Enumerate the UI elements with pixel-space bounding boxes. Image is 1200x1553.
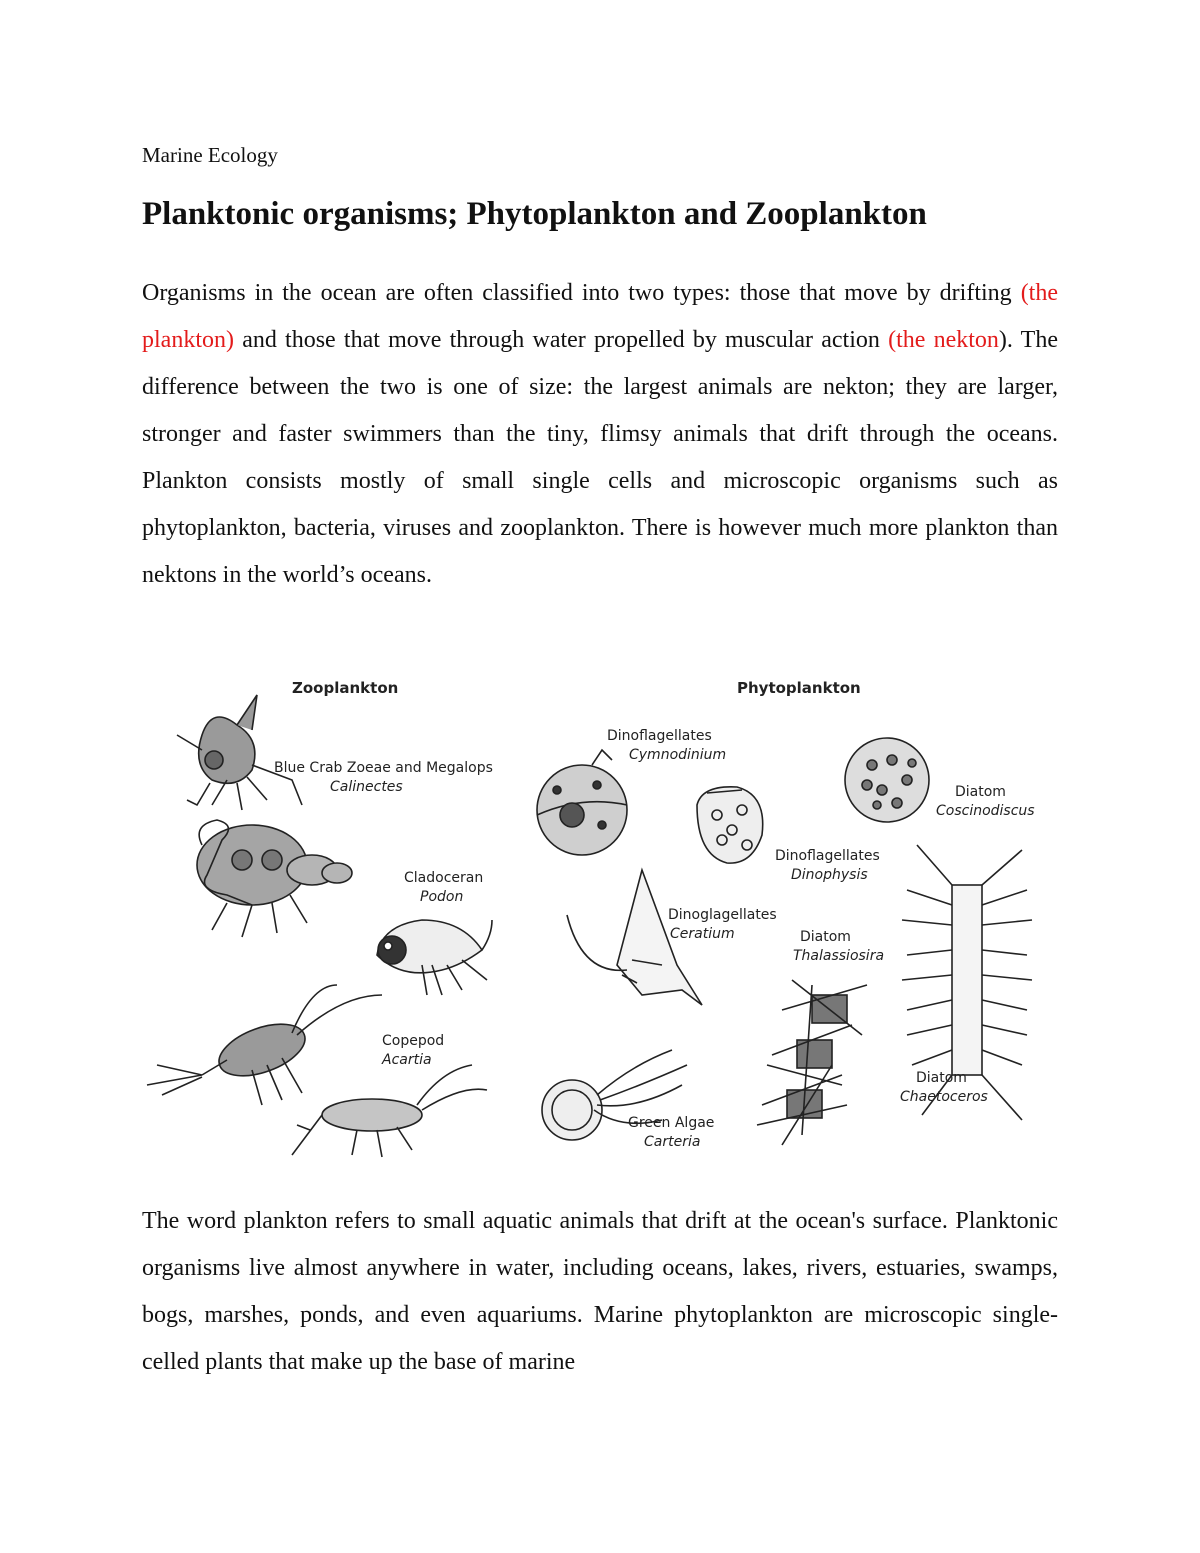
plankton-highlight: (the plankton) — [142, 280, 1058, 353]
plankton-figure — [142, 665, 1062, 1175]
nekton-highlight: (the nekton — [888, 327, 999, 353]
label-diatom-chaetoceros: Diatom Chaetoceros — [900, 1070, 988, 1105]
plankton-definition-paragraph: The word plankton refers to small aquatic animals that drift at the ocean's surface. Planktonic organisms live almost anywhere in water, including oceans, lakes, rivers, estuaries, swamps, bogs, marshes, ponds, and even aquariums. Marine phytoplankton are microscopic single-celled plants that make up the base of marine — [142, 1208, 1058, 1375]
label-blue-crab: Blue Crab Zoeae and Megalops Calinectes — [274, 760, 493, 795]
intro-text-3: ). The difference between the two is one of size: the largest animals are nekton; they are larger, stronger and faster swimmers than the tiny, flimsy animals that drift through the oceans. Plankton consists mostly of small single cells and microscopic organisms such as phytoplankton, bacteria, viruses and zooplankton. There is however much more plankton than nektons in the world’s oceans. — [142, 327, 1058, 588]
gymnodinium-drawing — [537, 750, 627, 855]
phytoplankton-heading: Phytoplankton — [737, 679, 861, 697]
dinophysis-drawing — [697, 787, 763, 863]
copepod-drawing-1 — [147, 985, 382, 1105]
label-dinoglagellates-ceratium: Dinoglagellates Ceratium — [668, 907, 777, 942]
thalassiosira-drawing — [757, 980, 867, 1145]
intro-paragraph — [142, 270, 1058, 599]
megalops-drawing — [197, 820, 352, 937]
page-title: Planktonic organisms; Phytoplankton and Zooplankton — [142, 196, 927, 232]
intro-text-2: and those that move through water propelled by muscular action — [233, 327, 889, 353]
intro-text-1: Organisms in the ocean are often classified into two types: those that move by drifting — [142, 280, 1021, 306]
label-diatom-coscinodiscus: Diatom Coscinodiscus — [936, 784, 1035, 819]
label-cladoceran: Cladoceran Podon — [404, 870, 484, 905]
coscinodiscus-drawing — [845, 738, 929, 822]
label-copepod: Copepod Acartia — [382, 1033, 445, 1068]
zooplankton-heading: Zooplankton — [292, 679, 399, 697]
copepod-drawing-2 — [292, 1065, 487, 1157]
cladoceran-drawing — [377, 920, 492, 995]
label-diatom-thalassiosira: Diatom Thalassiosira — [793, 929, 885, 964]
label-dinoflagellates-dinophysis: Dinoflagellates Dinophysis — [775, 848, 880, 883]
label-dinoflagellates-cymnodinium: Dinoflagellates Cymnodinium — [607, 728, 727, 763]
document-header: Marine Ecology — [142, 143, 278, 167]
label-green-algae: Green Algae Carteria — [628, 1115, 715, 1150]
